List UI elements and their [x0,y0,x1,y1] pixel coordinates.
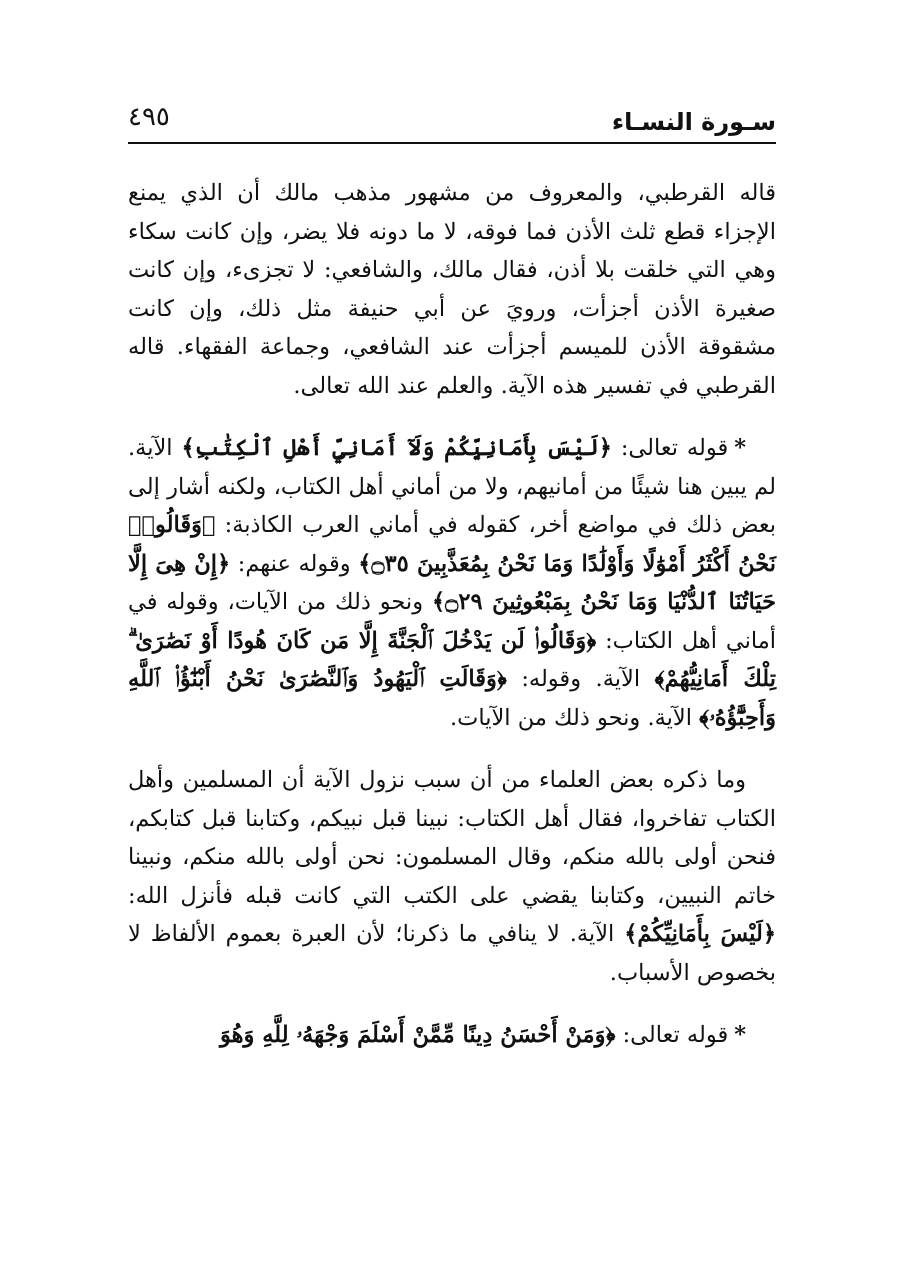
quran-verse: ﴿إِنْ هِىَ إِلَّا حَيَاتُنَا ٱلدُّنْيَا وَمَا نَحْنُ بِمَبْعُوثِينَ ۝٢٩﴾ [128,550,777,615]
quran-verse: ﴿وَقَالَتِ ٱلْيَهُودُ وَٱلنَّصَٰرَىٰ نَحْنُ أَبْنَٰٓؤُا۟ ٱللَّهِ وَأَحِبَّٰٓؤُهُۥ﴾ [128,666,776,731]
section-marker: * [734,1022,746,1048]
text-segment: ونحو ذلك من الآيات، وقوله في أماني أهل الكتاب: [128,589,776,654]
body-text [128,174,776,1055]
text-segment: قوله تعالى: [622,1022,729,1048]
text-segment: الآية. لم يبين هنا شيئًا من أمانيهم، ولا من أماني أهل الكتاب، ولكنه أشار إلى بعض ذلك في مواضع أخر، كقوله في أماني العرب الكاذبة: [128,435,776,538]
quran-verse: ﴿لَيْسَ بِأَمَانِيِّكُمْ وَلَآ أَمَانِيِّ أَهْلِ ٱلْكِتَٰبِ﴾ [181,435,612,461]
quran-verse: ﴿لَيْسَ بِأَمَانِيِّكُمْ﴾ [624,921,777,947]
text-segment: وقوله عنهم: [237,550,351,577]
page-number: ٤٩٥ [128,102,170,132]
surah-title: سـورة النسـاء [611,108,776,136]
text-segment: الآية. لا ينافي ما ذكرنا؛ لأن العبرة بعموم الألفاظ لا بخصوص الأسباب. [128,921,776,986]
text-segment: الآية. ونحو ذلك من الآيات. [450,704,693,731]
paragraph-amaniyyikum [128,429,776,737]
paragraph-qurtubi-ruling: قاله القرطبي، والمعروف من مشهور مذهب مالك أن الذي يمنع الإجزاء قطع ثلث الأذن فما فوقه، لا ما دونه فلا يضر، وإن كانت سكاء وهي التي خلقت بلا أذن، فقال مالك، والشافعي: لا تجزىء، وإن كانت صغيرة الأذن أجزأت، ورويَ عن أبي حنيفة مثل ذلك، وإن كانت مشقوقة الأذن للميسم أجزأت عند الشافعي، وجماعة الفقهاء. قاله القرطبي في تفسير هذه الآية. والعلم عند الله تعالى. [128,180,776,399]
quran-verse: ﴿وَقَالُوا۟ لَن يَدْخُلَ ٱلْجَنَّةَ إِلَّا مَن كَانَ هُودًا أَوْ نَصَٰرَىٰ ۗ تِلْكَ أَمَانِيُّهُمْ﴾ [128,627,776,692]
quran-verse: ﴿وَقَالُوا۟ نَحْنُ أَكْثَرُ أَمْوَٰلًا وَأَوْلَٰدًا وَمَا نَحْنُ بِمُعَذَّبِينَ ۝٣٥﴾ [128,512,777,577]
text-segment: قوله تعالى: [620,435,729,461]
paragraph-revelation-cause [128,761,776,992]
text-segment: الآية. وقوله: [521,666,641,692]
book-page [128,96,776,1196]
text-segment: وما ذكره بعض العلماء من أن سبب نزول الآية أن المسلمين وأهل الكتاب تفاخروا، فقال أهل الكتاب: نبينا قبل نبيكم، وكتابنا قبل كتابكم، فنحن أولى بالله منكم، وقال المسلمون: نحن أولى بالله منكم، ونبينا خاتم النبيين، وكتابنا يقضي على الكتب التي كانت قبله فأنزل الله: [128,767,776,909]
section-marker: * [734,435,746,461]
quran-verse: ﴿وَمَنْ أَحْسَنُ دِينًا مِّمَّنْ أَسْلَمَ وَجْهَهُۥ لِلَّهِ وَهُوَ [220,1022,616,1048]
paragraph-ahsanu-dinan [128,1016,776,1055]
running-header [128,96,776,144]
